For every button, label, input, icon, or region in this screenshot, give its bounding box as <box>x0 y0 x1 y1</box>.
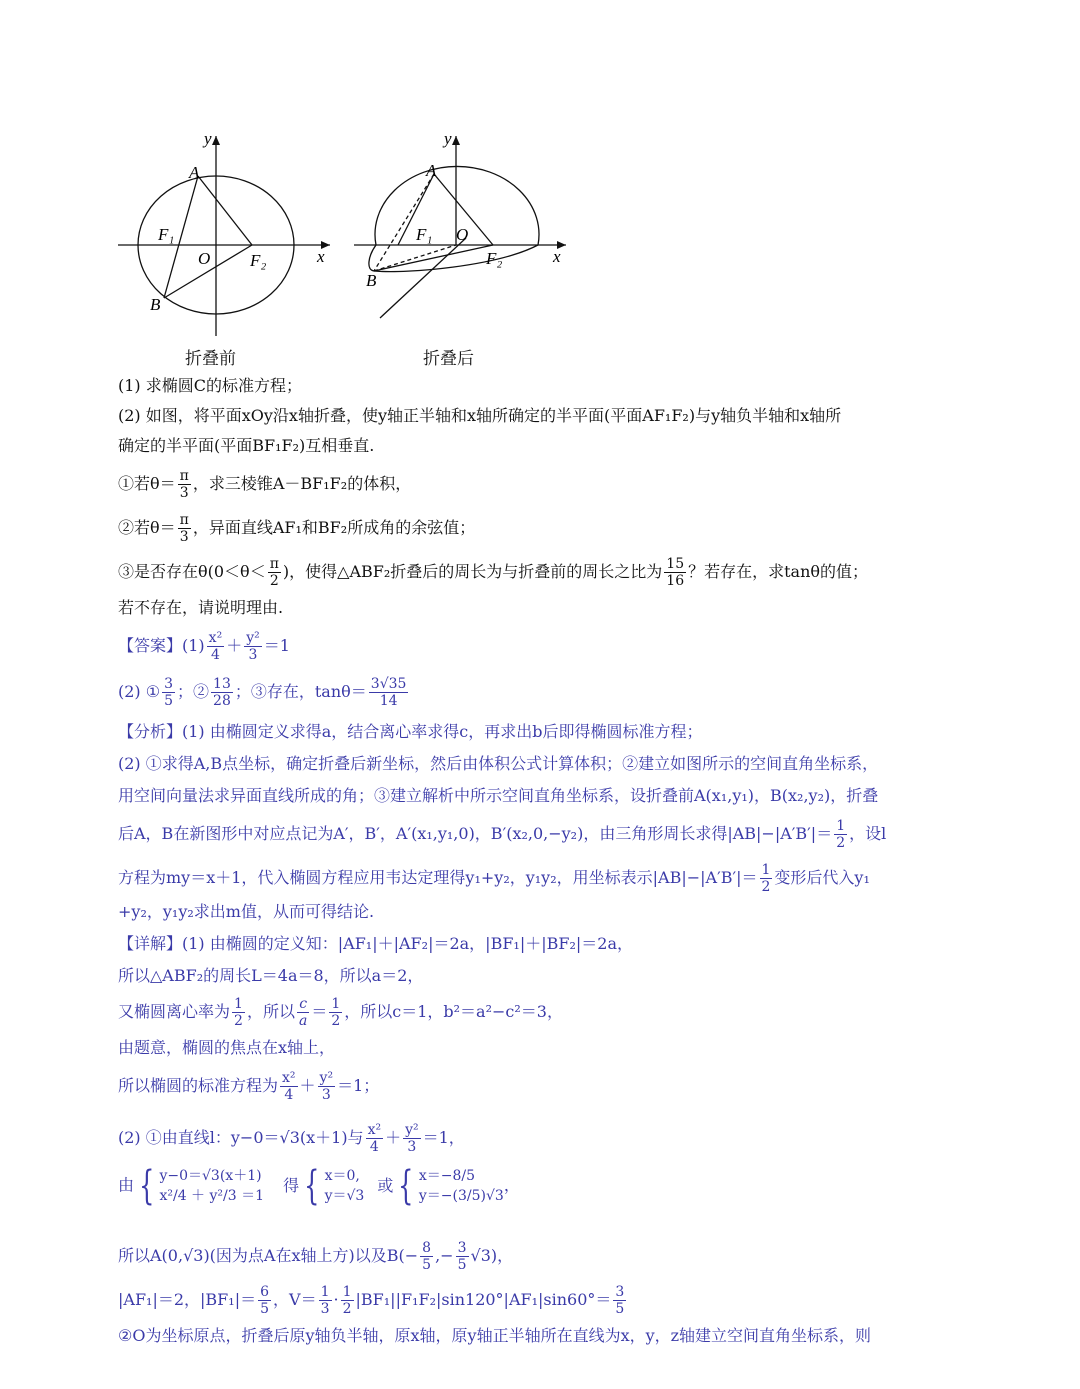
label-point-b: B <box>150 295 161 314</box>
analysis-line4: 后A，B在新图形中对应点记为A′，B′，A′(x₁,y₁,0)，B′(x₂,0,−y₂)，由三角形周长求得|AB|−|A′B′|＝ $\frac{1}{2}$ ，设l <box>118 818 887 851</box>
label-point-a-2: A <box>426 161 437 180</box>
detail-line5: 所以椭圆的标准方程为 $\frac{\text{x²}}{4}$ ＋ $\frac{\text{y²}}{3}$ ＝1； <box>118 1070 380 1103</box>
analysis-line1: 【分析】(1) 由椭圆定义求得a，结合离心率求得c，再求出b后即得椭圆标准方程； <box>118 722 703 741</box>
analysis-line3: 用空间向量法求异面直线所成的角；③建立解析中所示空间直角坐标系，设折叠前A(x₁,y₁)，B(x₂,y₂)，折叠 <box>118 786 879 805</box>
detail-line9: |AF₁|＝2，|BF₁|＝ $\frac{6}{5}$ ，V＝ $\frac{1}{3}$ · $\frac{1}{2}$ |BF₁||F₁F₂|sin120°|AF₁|sin60°＝ $\frac{3}{5}$ <box>118 1284 625 1317</box>
label-x-axis-2: x <box>553 247 561 266</box>
ellipse-diagram-before <box>112 128 337 338</box>
label-y-axis: y <box>204 129 212 148</box>
detail-line2: 所以△ABF₂的周长L＝4a＝8，所以a＝2， <box>118 966 424 985</box>
label-f2: F₂ <box>250 251 267 270</box>
problem-q2-1: ①若θ＝ $\frac{\pi}{3}$ ，求三棱锥A－BF₁F₂的体积， <box>118 468 412 501</box>
analysis-line5: 方程为my＝x＋1，代入椭圆方程应用韦达定理得y₁+y₂，y₁y₂，用坐标表示|AB|−|A′B′|＝ $\frac{1}{2}$ 变形后代入y₁ <box>118 862 870 895</box>
detail-line8: 所以A(0,√3)(因为点A在x轴上方)以及B(− $\frac{8}{5}$ ,− $\frac{3}{5}$ √3)， <box>118 1240 514 1273</box>
detail-line7: 由 { y−0＝√3(x＋1) x²/4 ＋ y²/3 ＝1 得 { x＝0, y＝√3 或 { x＝−8/5 y＝−(3/5)√3 ， <box>118 1163 520 1209</box>
label-x-axis: x <box>317 247 325 266</box>
problem-q2-line1: (2) 如图，将平面xOy沿x轴折叠，使y轴正半轴和x轴所确定的半平面(平面AF₁F₂)与y轴负半轴和x轴所 <box>118 406 842 425</box>
problem-q1: (1) 求椭圆C的标准方程； <box>118 376 302 395</box>
detail-line3: 又椭圆离心率为 $\frac{1}{2}$ ，所以 $\frac{c}{a}$ ＝ $\frac{1}{2}$ ，所以c＝1，b²＝a²−c²＝3， <box>118 996 563 1029</box>
problem-q2-3b: 若不存在，请说明理由. <box>118 598 284 617</box>
figure-before-folding <box>112 128 337 338</box>
ellipse-diagram-after <box>348 128 573 328</box>
figure-after-folding <box>348 128 573 328</box>
analysis-line6: +y₂，y₁y₂求出m值，从而可得结论. <box>118 902 375 921</box>
caption-before: 折叠前 <box>185 349 236 369</box>
problem-q2-2: ②若θ＝ $\frac{\pi}{3}$ ，异面直线AF₁和BF₂所成角的余弦值； <box>118 512 476 545</box>
label-origin-2: O <box>456 225 469 244</box>
analysis-line2: (2) ①求得A,B点坐标，确定折叠后新坐标，然后由体积公式计算体积；②建立如图所示的空间直角坐标系， <box>118 754 879 773</box>
label-y-axis-2: y <box>444 129 452 148</box>
label-f1-2: F₁ <box>416 225 433 244</box>
detail-line10: ②O为坐标原点，折叠后原y轴负半轴，原x轴，原y轴正半轴所在直线为x，y，z轴建立空间直角坐标系，则 <box>118 1326 872 1345</box>
label-f1: F₁ <box>158 225 175 244</box>
answer-line1: 【答案】(1) $\frac{\text{x²}}{4}$ ＋ $\frac{\text{y²}}{3}$ ＝1 <box>118 630 290 663</box>
detail-line1: 【详解】(1) 由椭圆的定义知：|AF₁|＋|AF₂|＝2a，|BF₁|＋|BF₂|＝2a， <box>118 934 634 953</box>
answer-line2: (2) ① $\frac{3}{5}$ ；② $\frac{13}{28}$ ；③存在，tanθ＝ $\frac{3√35}{14}$ <box>118 676 407 709</box>
label-point-a: A <box>189 163 200 182</box>
detail-line6: (2) ①由直线l：y−0＝√3(x＋1)与 $\frac{\text{x²}}{4}$ ＋ $\frac{\text{y²}}{3}$ ＝1， <box>118 1122 465 1155</box>
label-origin: O <box>198 249 211 268</box>
problem-q2-line2: 确定的半平面(平面BF₁F₂)互相垂直. <box>118 436 375 455</box>
label-f2-2: F₂ <box>486 249 503 268</box>
label-point-b-2: B <box>366 271 377 290</box>
problem-q2-3: ③是否存在θ(0＜θ＜ $\frac{\pi}{2}$ )，使得△ABF₂折叠后的周长为与折叠前的周长之比为 $\frac{15}{16}$ ？若存在，求tanθ的值； <box>118 556 869 589</box>
caption-after: 折叠后 <box>423 349 474 369</box>
detail-line4: 由题意，椭圆的焦点在x轴上， <box>118 1038 336 1057</box>
